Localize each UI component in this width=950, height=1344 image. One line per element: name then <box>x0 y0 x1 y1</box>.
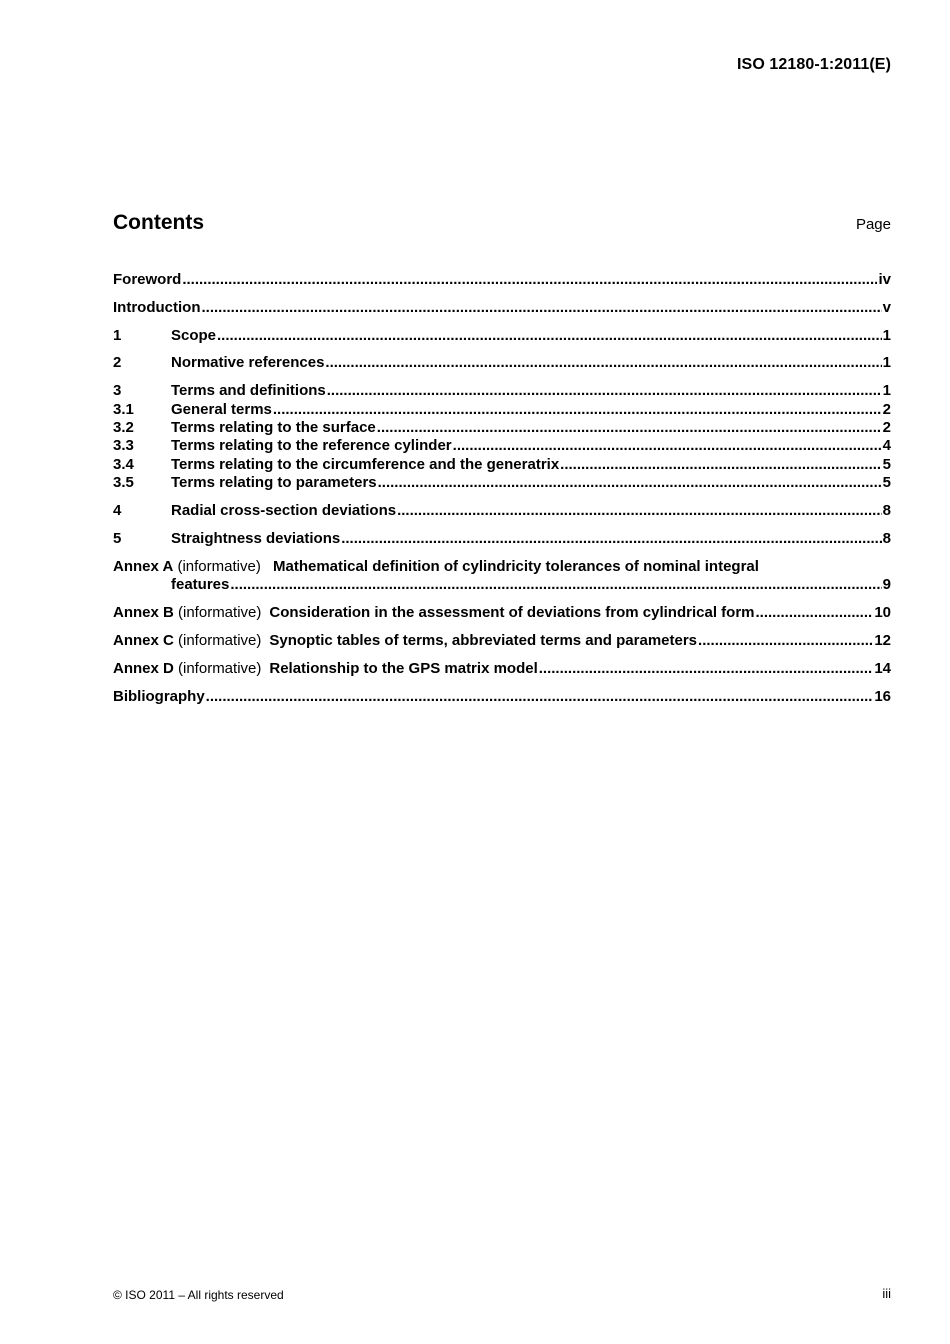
dot-leader <box>325 354 881 372</box>
toc-entry-annex-c[interactable] <box>113 632 891 650</box>
toc-entry-scope[interactable] <box>113 327 891 345</box>
document-identifier: ISO 12180-1:2011(E) <box>737 56 891 73</box>
toc-page: 9 <box>882 576 891 593</box>
toc-entry-annex-b[interactable] <box>113 604 891 622</box>
toc-title: Terms and definitions <box>171 382 326 399</box>
toc-page: 5 <box>882 474 891 491</box>
toc-title: Bibliography <box>113 688 205 705</box>
toc-page: v <box>882 299 891 316</box>
toc-page: 16 <box>874 688 891 705</box>
annex-label: Annex C <box>113 632 174 649</box>
dot-leader <box>206 688 874 706</box>
toc-page: 4 <box>882 437 891 454</box>
annex-label: Annex D <box>113 660 174 677</box>
footer-page-number: iii <box>882 1286 891 1301</box>
dot-leader <box>377 419 882 437</box>
dot-leader <box>327 382 882 400</box>
toc-title: Introduction <box>113 299 201 316</box>
toc-title: Relationship to the GPS matrix model <box>269 660 538 677</box>
toc-entry-radial-deviations[interactable] <box>113 502 891 520</box>
toc-number: 3.3 <box>113 437 134 454</box>
contents-heading: Contents <box>113 211 204 234</box>
dot-leader <box>397 502 882 520</box>
dot-leader <box>756 604 874 622</box>
annex-informative: (informative) <box>177 558 261 575</box>
toc-page: 5 <box>882 456 891 473</box>
annex-informative: (informative) <box>178 604 262 621</box>
dot-leader <box>273 401 882 419</box>
dot-leader <box>230 576 881 594</box>
toc-number: 3.1 <box>113 401 134 418</box>
dot-leader <box>453 437 882 455</box>
toc-page: 12 <box>874 632 891 649</box>
toc-page: 1 <box>882 354 891 371</box>
toc-number: 3.2 <box>113 419 134 436</box>
toc-title: Radial cross-section deviations <box>171 502 397 519</box>
toc-entry-general-terms[interactable] <box>113 401 891 419</box>
toc-page: 1 <box>882 382 891 399</box>
toc-title: General terms <box>171 401 272 418</box>
dot-leader <box>698 632 873 650</box>
toc-entry-terms-circumference[interactable] <box>113 456 891 474</box>
page-column-label: Page <box>855 216 891 233</box>
toc-page: iv <box>878 271 891 288</box>
dot-leader <box>182 271 877 289</box>
toc-page: 10 <box>874 604 891 621</box>
toc-number: 5 <box>113 530 122 547</box>
toc-entry-terms-parameters[interactable] <box>113 474 891 492</box>
dot-leader <box>539 660 874 678</box>
annex-label: Annex B <box>113 604 174 621</box>
toc-entry-normative-references[interactable] <box>113 354 891 372</box>
toc-entry-bibliography[interactable] <box>113 688 891 706</box>
toc-page: 2 <box>882 419 891 436</box>
toc-title: Terms relating to the reference cylinder <box>171 437 452 454</box>
toc-entry-terms-surface[interactable] <box>113 419 891 437</box>
toc-number: 3.5 <box>113 474 134 491</box>
dot-leader <box>217 327 882 345</box>
toc-title: Scope <box>171 327 217 344</box>
toc-entry-annex-d[interactable] <box>113 660 891 678</box>
toc-number: 3 <box>113 382 122 399</box>
toc-number: 4 <box>113 502 122 519</box>
toc-title: Terms relating to parameters <box>171 474 377 491</box>
annex-label: Annex A <box>113 558 174 575</box>
toc-entry-introduction[interactable] <box>113 299 891 317</box>
dot-leader <box>378 474 882 492</box>
toc-page: 2 <box>882 401 891 418</box>
toc-title: Terms relating to the circumference and the generatrix <box>171 456 560 473</box>
annex-informative: (informative) <box>178 632 262 649</box>
toc-number: 1 <box>113 327 122 344</box>
toc-entry-straightness-deviations[interactable] <box>113 530 891 548</box>
toc-page: 8 <box>882 530 891 547</box>
toc-entry-terms-and-definitions[interactable] <box>113 382 891 400</box>
dot-leader <box>201 299 881 317</box>
footer-copyright: © ISO 2011 – All rights reserved <box>113 1288 284 1302</box>
toc-title: Normative references <box>171 354 325 371</box>
toc-number: 2 <box>113 354 122 371</box>
toc-entry-annex-a[interactable] <box>113 558 891 594</box>
toc-title-continuation: features <box>171 576 230 593</box>
dot-leader <box>560 456 881 474</box>
toc-page: 14 <box>874 660 891 677</box>
toc-title: Terms relating to the surface <box>171 419 376 436</box>
toc-title: Consideration in the assessment of deviations from cylindrical form <box>269 604 755 621</box>
toc-page: 1 <box>882 327 891 344</box>
dot-leader <box>341 530 881 548</box>
toc-number: 3.4 <box>113 456 134 473</box>
annex-informative: (informative) <box>178 660 262 677</box>
toc-entry-terms-reference-cylinder[interactable] <box>113 437 891 455</box>
toc-title: Synoptic tables of terms, abbreviated terms and parameters <box>269 632 698 649</box>
toc-page: 8 <box>882 502 891 519</box>
toc-title: Straightness deviations <box>171 530 341 547</box>
toc-title: Foreword <box>113 271 182 288</box>
toc-entry-foreword[interactable] <box>113 271 891 289</box>
toc-title: Mathematical definition of cylindricity tolerances of nominal integral <box>273 558 759 575</box>
